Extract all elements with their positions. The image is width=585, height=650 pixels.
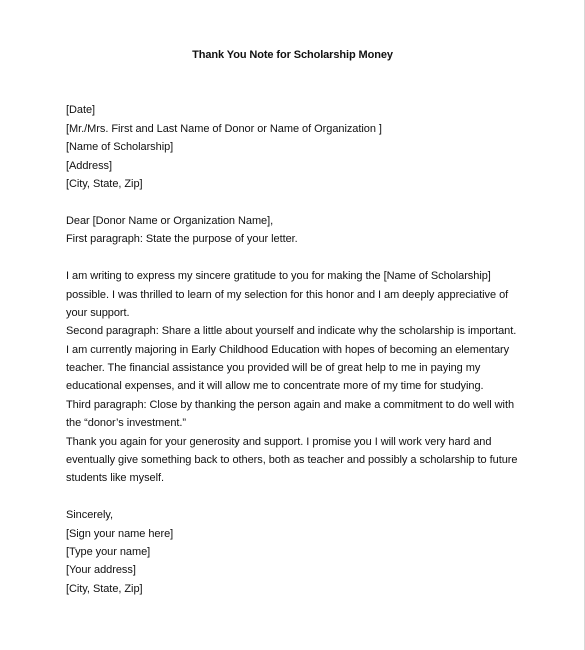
address-date: [Date] — [66, 104, 96, 116]
document-title: Thank You Note for Scholarship Money — [192, 49, 393, 61]
body-line: teacher. The financial assistance you provided will be of great help to me in paying my — [66, 362, 481, 374]
first-paragraph-instruction: First paragraph: State the purpose of your letter. — [66, 233, 298, 245]
body-line: Third paragraph: Close by thanking the person again and make a commitment to do well with — [66, 399, 515, 411]
body-line: possible. I was thrilled to learn of my selection for this honor and I am deeply appreciative of — [66, 289, 509, 301]
body-line: I am currently majoring in Early Childhood Education with hopes of becoming an elementary — [66, 344, 510, 356]
salutation: Dear [Donor Name or Organization Name], — [66, 215, 274, 227]
body-line: educational expenses, and it will allow me to concentrate more of my time for studying. — [66, 380, 484, 392]
signature-line: [Sign your name here] — [66, 528, 174, 540]
body-line: the “donor’s investment.” — [66, 417, 187, 429]
body-line: I am writing to express my sincere gratitude to you for making the [Name of Scholarship] — [66, 270, 491, 282]
body-line: your support. — [66, 307, 130, 319]
body-line: Second paragraph: Share a little about yourself and indicate why the scholarship is important. — [66, 325, 517, 337]
address-scholarship-name: [Name of Scholarship] — [66, 141, 174, 153]
body-line: students like myself. — [66, 472, 164, 484]
body-line: eventually give something back to others, both as teacher and possibly a scholarship to future — [66, 454, 518, 466]
sender-city-state-zip-line: [City, State, Zip] — [66, 583, 143, 595]
address-city-state-zip: [City, State, Zip] — [66, 178, 143, 190]
address-donor-name: [Mr./Mrs. First and Last Name of Donor or Name of Organization ] — [66, 123, 382, 135]
sender-address-line: [Your address] — [66, 564, 136, 576]
address-street: [Address] — [66, 160, 113, 172]
closing: Sincerely, — [66, 509, 113, 521]
body-line: Thank you again for your generosity and support. I promise you I will work very hard and — [66, 436, 492, 448]
typed-name-line: [Type your name] — [66, 546, 151, 558]
